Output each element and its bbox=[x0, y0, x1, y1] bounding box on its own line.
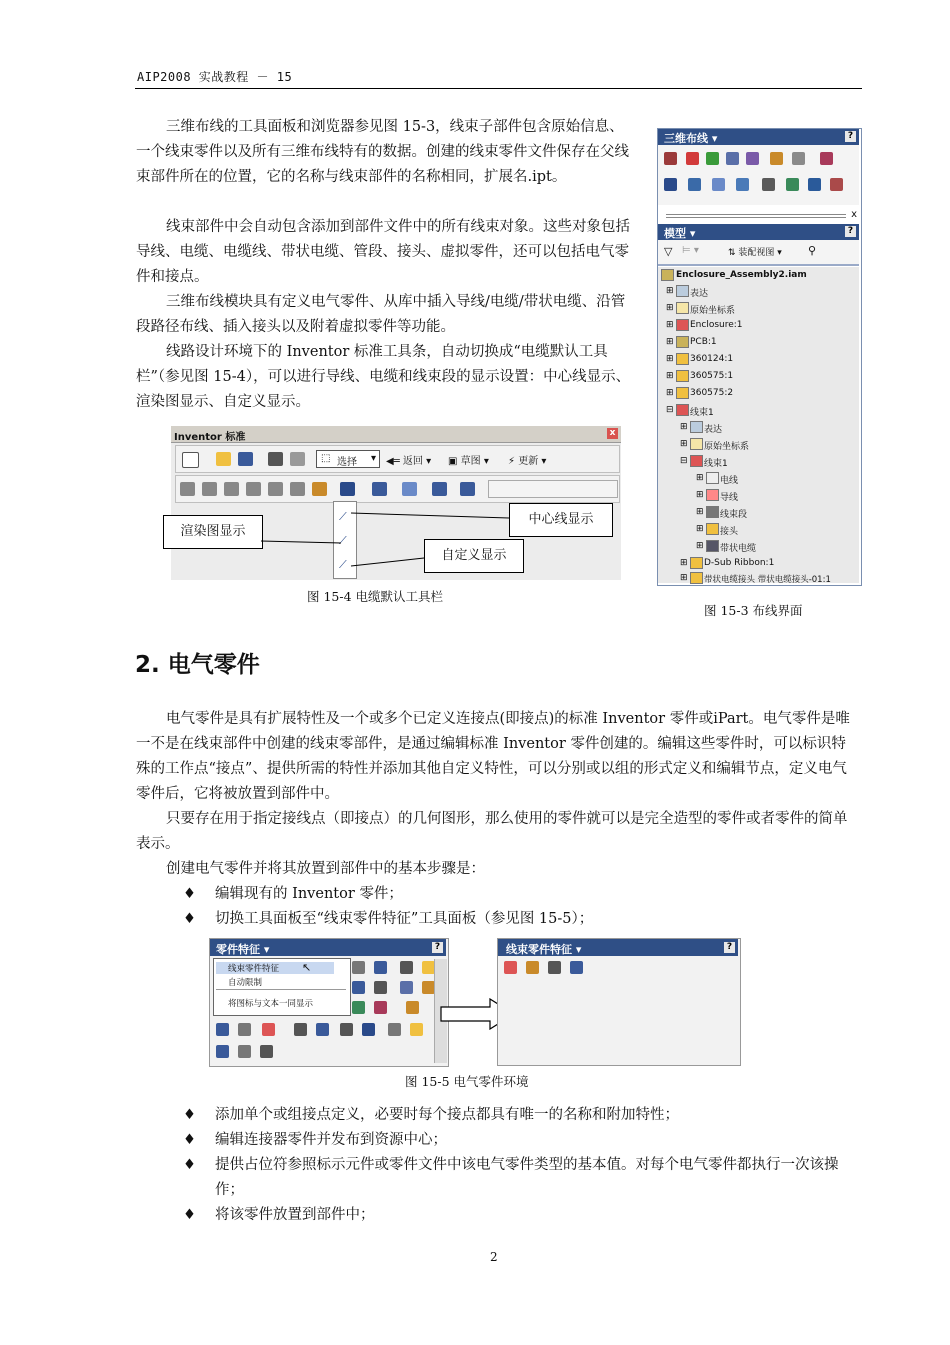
feature-tool-icon[interactable] bbox=[374, 981, 387, 994]
update-icon: ⚡ bbox=[508, 456, 519, 467]
paragraph-3: 三维布线模块具有定义电气零件、从库中插入导线/电缆/带状电缆、沿管段路径布线、插入接头以及附着虚拟零件等功能。 bbox=[136, 294, 626, 335]
tree-label: 表达 bbox=[704, 425, 723, 435]
segment-tool-icon[interactable] bbox=[746, 152, 759, 165]
feature-tool-icon[interactable] bbox=[374, 1001, 387, 1014]
page-number: 2 bbox=[490, 1250, 498, 1264]
feature-tool-icon[interactable] bbox=[260, 1045, 273, 1058]
properties-tool-icon[interactable] bbox=[762, 178, 775, 191]
tree-label: 电线 bbox=[720, 476, 739, 486]
cable-tool-palette bbox=[658, 145, 859, 205]
wire-tool-icon[interactable] bbox=[686, 152, 699, 165]
paragraph-2: 线束部件中会自动包含添加到部件文件中的所有线束对象。这些对象包括导线、电缆、电缆线、带状电缆、管段、接头、虚拟零件，还可以包括电气零件和接点。 bbox=[136, 219, 630, 285]
representation-icon bbox=[676, 285, 689, 297]
feature-tool-icon[interactable] bbox=[406, 1001, 419, 1014]
feature-tool-icon[interactable] bbox=[352, 1001, 365, 1014]
connector-tool-icon[interactable] bbox=[770, 152, 783, 165]
paragraph-7: 创建电气零件并将其放置到部件中的基本步骤是： bbox=[166, 861, 485, 877]
feature-tool-icon[interactable] bbox=[262, 1023, 275, 1036]
tree-label: 带状电缆接头 带状电缆接头-01:1 bbox=[704, 575, 831, 585]
feature-tool-icon[interactable] bbox=[316, 1023, 329, 1036]
paragraph-1: 三维布线的工具面板和浏览器参见图 15-3，线束子部件包含原始信息、一个线束零件以及所有三维布线特有的数据。创建的线束零件文件保存在父线束部件所在的位置，它的名称与线束部件的名称相同，扩展名.ipt。 bbox=[136, 119, 629, 185]
figure-15-3-caption: 图 15-3 布线界面 bbox=[704, 603, 803, 618]
tree-label: 带状电缆 bbox=[720, 544, 757, 554]
tree-label: D-Sub Ribbon:1 bbox=[704, 558, 775, 568]
menu-item-show-icons-with-text[interactable]: 将图标与文本一同显示 bbox=[228, 999, 314, 1009]
folder-icon bbox=[690, 438, 703, 450]
header-rule bbox=[135, 88, 862, 89]
tree-label: Enclosure:1 bbox=[690, 320, 743, 330]
callout-rendered-display: 渲染图显示 bbox=[163, 515, 263, 549]
menu-item-auto-constrain[interactable]: 自动限制 bbox=[228, 978, 263, 988]
cable-default-toolbar-figure bbox=[171, 426, 621, 580]
route-tool-icon[interactable] bbox=[664, 152, 677, 165]
splice-tool-icon[interactable] bbox=[792, 152, 805, 165]
figure-15-5-caption: 图 15-5 电气零件环境 bbox=[405, 1074, 529, 1089]
bullet-icon: ♦ bbox=[183, 1107, 196, 1123]
tree-label: Enclosure_Assembly2.iam bbox=[676, 270, 807, 280]
feature-tool-icon[interactable] bbox=[238, 1045, 251, 1058]
sketch-button[interactable]: ▣ 草图 ▾ bbox=[448, 456, 489, 467]
feature-tool-icon[interactable] bbox=[352, 981, 365, 994]
select-label: 选择 bbox=[337, 457, 357, 468]
harness-part-features-titlebar[interactable] bbox=[498, 939, 738, 956]
feature-tool-icon[interactable] bbox=[374, 961, 387, 974]
harness-icon bbox=[676, 404, 689, 416]
export-tool-icon[interactable] bbox=[808, 178, 821, 191]
place-pin-icon[interactable] bbox=[504, 961, 517, 974]
splice-icon bbox=[706, 523, 719, 535]
bullet-text: 将该零件放置到部件中； bbox=[215, 1207, 375, 1223]
report-tool-icon[interactable] bbox=[688, 178, 701, 191]
wire-icon bbox=[706, 472, 719, 484]
return-label: 返回 bbox=[402, 456, 423, 467]
update-button[interactable]: ⚡ 更新 ▾ bbox=[508, 456, 547, 467]
tree-label: 360124:1 bbox=[690, 354, 734, 364]
select-icon: ⬚ bbox=[321, 453, 331, 464]
harness-tools-icon[interactable] bbox=[570, 961, 583, 974]
part-icon bbox=[676, 387, 689, 399]
representation-icon bbox=[690, 421, 703, 433]
section-heading: 2. 电气零件 bbox=[135, 652, 260, 678]
feature-tool-icon[interactable] bbox=[362, 1023, 375, 1036]
bullet-text: 切换工具面板至“线束零件特征”工具面板（参见图 15-5）； bbox=[215, 911, 594, 927]
chevron-down-icon: ▾ bbox=[370, 453, 376, 464]
harness-properties-icon[interactable] bbox=[548, 961, 561, 974]
tree-label: 线束1 bbox=[704, 459, 728, 469]
bullet-icon: ♦ bbox=[183, 1207, 196, 1223]
tree-label: PCB:1 bbox=[690, 337, 717, 347]
assembly-icon bbox=[661, 269, 674, 281]
conductor-icon bbox=[706, 489, 719, 501]
help-icon[interactable]: ? bbox=[845, 131, 856, 142]
help-icon[interactable]: ? bbox=[432, 942, 443, 953]
custom-display-icon[interactable]: ⟋ bbox=[339, 558, 347, 571]
paragraph-5: 电气零件是具有扩展特性及一个或多个已定义连接点(即接点)的标准 Inventor 零件或iPart。电气零件是唯一不是在线束部件中创建的线束零部件，是通过编辑标准 Inventor 零件创建的。编辑这些零件时，可以标识特殊的工作点“接点”、提供所需的特性并添加其他自定义特性，可以分别或以组的形式定义和编辑节点，定义电气零件后，它将被放置到部件中。 bbox=[136, 711, 850, 802]
part-features-panel bbox=[209, 938, 449, 1067]
finish-tool-icon[interactable] bbox=[830, 178, 843, 191]
rendered-display-icon[interactable]: ⟋ bbox=[339, 534, 347, 547]
feature-tool-icon[interactable] bbox=[410, 1023, 423, 1036]
feature-tool-icon[interactable] bbox=[216, 1045, 229, 1058]
centerline-display-icon[interactable]: ⟋ bbox=[339, 510, 347, 523]
hierarchy-icon[interactable]: ⊨ ▾ bbox=[682, 245, 699, 256]
feature-tool-icon[interactable] bbox=[400, 981, 413, 994]
place-pin-group-icon[interactable] bbox=[526, 961, 539, 974]
tree-label: 接头 bbox=[720, 527, 739, 537]
mouse-cursor-icon: ↖ bbox=[302, 961, 312, 974]
tree-label: 原始坐标系 bbox=[704, 442, 750, 452]
paragraph-6: 只要存在用于指定接线点（即接点）的几何图形，那么使用的零件就可以是完全造型的零件或者零件的简单表示。 bbox=[136, 811, 848, 852]
harness-part-features-panel bbox=[497, 938, 741, 1066]
ribbon-cable-icon bbox=[706, 540, 719, 552]
part-features-title: 零件特征 ▾ bbox=[216, 943, 270, 956]
sketch-label: 草图 bbox=[460, 456, 481, 467]
feature-tool-icon[interactable] bbox=[294, 1023, 307, 1036]
feature-tool-icon[interactable] bbox=[216, 1023, 229, 1036]
tree-label: 360575:1 bbox=[690, 371, 734, 381]
tree-label: 线束1 bbox=[690, 408, 714, 418]
browser-divider bbox=[658, 264, 859, 266]
binoculars-icon[interactable]: ⚲ bbox=[808, 244, 817, 257]
nail-tool-icon[interactable] bbox=[712, 178, 725, 191]
part-icon bbox=[690, 572, 703, 584]
panel-splitter[interactable] bbox=[658, 209, 859, 223]
close-icon[interactable]: x bbox=[851, 209, 857, 220]
return-icon: ◀═ bbox=[386, 456, 403, 467]
browser-title: 模型 ▾ bbox=[664, 227, 696, 240]
browser-toolbar bbox=[658, 240, 859, 264]
menu-divider bbox=[216, 989, 346, 990]
folder-icon bbox=[676, 302, 689, 314]
subassembly-icon bbox=[676, 336, 689, 348]
bullet-text: 编辑连接器零件并发布到资源中心； bbox=[215, 1132, 447, 1148]
tree-label: 导线 bbox=[720, 493, 739, 503]
cable-toolbar-titlebar[interactable] bbox=[658, 129, 859, 145]
menu-item-harness-part-features[interactable]: 线束零件特征 bbox=[228, 964, 280, 974]
feature-tool-icon[interactable] bbox=[352, 961, 365, 974]
update-label: 更新 bbox=[518, 456, 539, 467]
callout-custom-display: 自定义显示 bbox=[424, 539, 524, 573]
help-icon[interactable]: ? bbox=[845, 226, 856, 237]
cable-tool-icon[interactable] bbox=[706, 152, 719, 165]
toolbar-title: Inventor 标准 bbox=[174, 432, 246, 443]
assembly-view-label: 装配视图 bbox=[738, 248, 775, 258]
part-icon bbox=[676, 319, 689, 331]
paragraph-4: 线路设计环境下的 Inventor 标准工具条，自动切换成“电缆默认工具栏”（参见图 15-4），可以进行导线、电缆和线束段的显示设置：中心线显示、渲染图显示、自定义显示。 bbox=[136, 344, 631, 410]
tree-label: 表达 bbox=[690, 289, 709, 299]
close-icon[interactable]: x bbox=[607, 428, 618, 439]
browser-titlebar[interactable] bbox=[658, 224, 859, 240]
assembly-view-dropdown[interactable]: ⇅ 装配视图 ▾ bbox=[728, 248, 782, 258]
library-tool-icon[interactable] bbox=[786, 178, 799, 191]
part-icon bbox=[676, 370, 689, 382]
assembly-view-icon: ⇅ bbox=[728, 248, 739, 258]
part-features-titlebar[interactable] bbox=[210, 939, 446, 956]
sketch-icon: ▣ bbox=[448, 456, 461, 467]
callout-centerline-display: 中心线显示 bbox=[509, 503, 613, 537]
tree-label: 360575:2 bbox=[690, 388, 734, 398]
figure-15-4-caption: 图 15-4 电缆默认工具栏 bbox=[307, 589, 444, 604]
feature-tool-icon[interactable] bbox=[340, 1023, 353, 1036]
bullet-text: 提供占位符参照标示元件或零件文件中该电气零件类型的基本值。对每个电气零件都执行一次该操作； bbox=[215, 1157, 839, 1198]
tree-label: 原始坐标系 bbox=[690, 306, 736, 316]
harness-part-features-title: 线束零件特征 ▾ bbox=[506, 943, 582, 956]
bullet-icon: ♦ bbox=[183, 886, 196, 902]
segment-icon bbox=[706, 506, 719, 518]
bend-tool-icon[interactable] bbox=[664, 178, 677, 191]
tree-label: 线束段 bbox=[720, 510, 748, 520]
return-button[interactable]: ◀═ 返回 ▾ bbox=[386, 456, 432, 467]
routing-interface-figure bbox=[657, 128, 862, 586]
bullet-icon: ♦ bbox=[183, 1157, 196, 1173]
pen-tool-icon[interactable] bbox=[726, 152, 739, 165]
bullet-text: 编辑现有的 Inventor 零件； bbox=[215, 886, 403, 902]
part-icon bbox=[676, 353, 689, 365]
bullet-icon: ♦ bbox=[183, 911, 196, 927]
feature-tool-icon[interactable] bbox=[238, 1023, 251, 1036]
page-header: AIP2008 实战教程 － 15 bbox=[137, 70, 293, 84]
filter-icon[interactable]: ▽ bbox=[664, 245, 673, 258]
feature-tool-icon[interactable] bbox=[388, 1023, 401, 1036]
palette-context-menu bbox=[213, 958, 351, 1016]
cable-toolbar-title: 三维布线 ▾ bbox=[664, 132, 718, 145]
splitter-grip bbox=[666, 214, 846, 218]
part-icon bbox=[690, 557, 703, 569]
help-icon[interactable]: ? bbox=[724, 942, 735, 953]
flatten-tool-icon[interactable] bbox=[736, 178, 749, 191]
bullet-text: 添加单个或组接点定义，必要时每个接点都具有唯一的名称和附加特性； bbox=[215, 1107, 679, 1123]
ribbon-tool-icon[interactable] bbox=[820, 152, 833, 165]
model-tree: Enclosure_Assembly2.iam ⊞ 表达 ⊞ 原始坐标系 ⊞ Enclosure:1 ⊞ PCB:1 ⊞ 360124:1 ⊞ 360575:1 ⊞ 360575:2 ⊟ 线束1 ⊞ 表达 ⊞ 原始坐标系 ⊟ 线束1 ⊞ 电线 ⊞ 导线 ⊞ 线束段 ⊞ 接头 ⊞ 带状电缆 ⊞ D-Sub Ribbon:1 ⊞ 带状电缆接头 带状电缆接头-01:1 bbox=[658, 267, 859, 583]
bullet-icon: ♦ bbox=[183, 1132, 196, 1148]
harness-part-icon bbox=[690, 455, 703, 467]
callout-leader-lines bbox=[171, 426, 621, 580]
feature-tool-icon[interactable] bbox=[400, 961, 413, 974]
